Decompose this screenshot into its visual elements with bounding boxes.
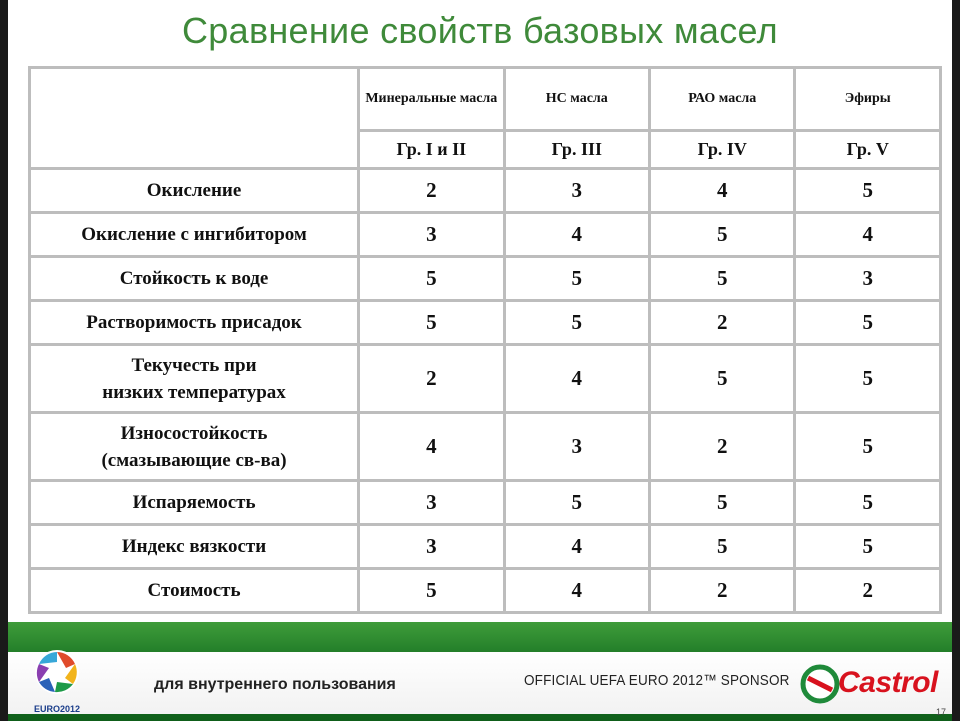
euro-2012-logo — [24, 646, 90, 718]
table-cell: 4 — [506, 526, 648, 567]
table-cell: 4 — [360, 414, 502, 479]
sponsor-text: OFFICIAL UEFA EURO 2012™ SPONSOR — [524, 672, 790, 689]
internal-use-note: для внутреннего пользования — [154, 676, 396, 693]
table-cell: 3 — [506, 170, 648, 211]
table-cell: 5 — [506, 302, 648, 343]
table-cell: 4 — [506, 346, 648, 411]
table-cell: 5 — [651, 214, 793, 255]
table-cell: 2 — [651, 302, 793, 343]
left-screen-edge — [0, 0, 8, 721]
table-cell: 5 — [360, 570, 502, 611]
table-cell: 2 — [360, 170, 502, 211]
column-header: НС масла — [506, 69, 648, 129]
castrol-wordmark: Castrol — [838, 666, 938, 699]
column-header: Минеральные масла — [360, 69, 502, 129]
row-label: Стойкость к воде — [31, 258, 357, 299]
row-label: Стоимость — [31, 570, 357, 611]
table-cell: 5 — [651, 482, 793, 523]
table-cell: 5 — [796, 346, 939, 411]
column-header: Эфиры — [796, 69, 939, 129]
table-cell: 5 — [360, 302, 502, 343]
column-group: Гр. III — [506, 132, 648, 167]
table-cell: 5 — [506, 482, 648, 523]
column-group: Гр. I и II — [360, 132, 502, 167]
table-row — [31, 570, 939, 611]
table-cell: 2 — [796, 570, 939, 611]
slide — [8, 0, 952, 721]
column-header: РАО масла — [651, 69, 793, 129]
column-group: Гр. IV — [651, 132, 793, 167]
row-label: Текучесть при низких температурах — [31, 346, 357, 411]
table-cell: 2 — [651, 414, 793, 479]
table-cell: 5 — [651, 526, 793, 567]
table-cell: 5 — [796, 482, 939, 523]
table-cell: 2 — [360, 346, 502, 411]
table-row — [31, 346, 939, 411]
table-cell: 3 — [506, 414, 648, 479]
table-cell: 4 — [506, 570, 648, 611]
table-cell: 5 — [651, 258, 793, 299]
table-row — [31, 214, 939, 255]
table-cell: 2 — [651, 570, 793, 611]
table-row — [31, 482, 939, 523]
table-cell: 3 — [360, 526, 502, 567]
comparison-table — [28, 66, 942, 614]
table-cell: 5 — [651, 346, 793, 411]
table-cell: 5 — [796, 302, 939, 343]
row-label: Индекс вязкости — [31, 526, 357, 567]
row-label: Окисление с ингибитором — [31, 214, 357, 255]
table-corner-cell — [31, 69, 357, 167]
castrol-emblem-icon — [800, 664, 840, 704]
table-cell: 5 — [506, 258, 648, 299]
slide-title: Сравнение свойств базовых масел — [182, 10, 778, 51]
table-cell: 5 — [360, 258, 502, 299]
table-cell: 4 — [506, 214, 648, 255]
table-cell: 3 — [360, 214, 502, 255]
column-group: Гр. V — [796, 132, 939, 167]
table-cell: 3 — [796, 258, 939, 299]
table-cell: 3 — [360, 482, 502, 523]
table-cell: 4 — [651, 170, 793, 211]
row-label: Окисление — [31, 170, 357, 211]
table-row — [31, 302, 939, 343]
castrol-logo — [800, 664, 948, 704]
euro-2012-logo-text: EURO2012 — [33, 704, 81, 714]
football-emblem-icon — [24, 646, 90, 704]
row-label: Растворимость присадок — [31, 302, 357, 343]
table-row — [31, 258, 939, 299]
table-row — [31, 526, 939, 567]
table-cell: 4 — [796, 214, 939, 255]
table-cell: 5 — [796, 414, 939, 479]
table-row — [31, 170, 939, 211]
row-label: Испаряемость — [31, 482, 357, 523]
row-label: Износостойкость (смазывающие св-ва) — [31, 414, 357, 479]
slide-footer — [8, 622, 952, 721]
table-row — [31, 414, 939, 479]
table-cell: 5 — [796, 526, 939, 567]
page-number: 17 — [935, 707, 946, 717]
table-header-row — [31, 69, 939, 129]
table-cell: 5 — [796, 170, 939, 211]
right-screen-edge — [952, 0, 960, 721]
